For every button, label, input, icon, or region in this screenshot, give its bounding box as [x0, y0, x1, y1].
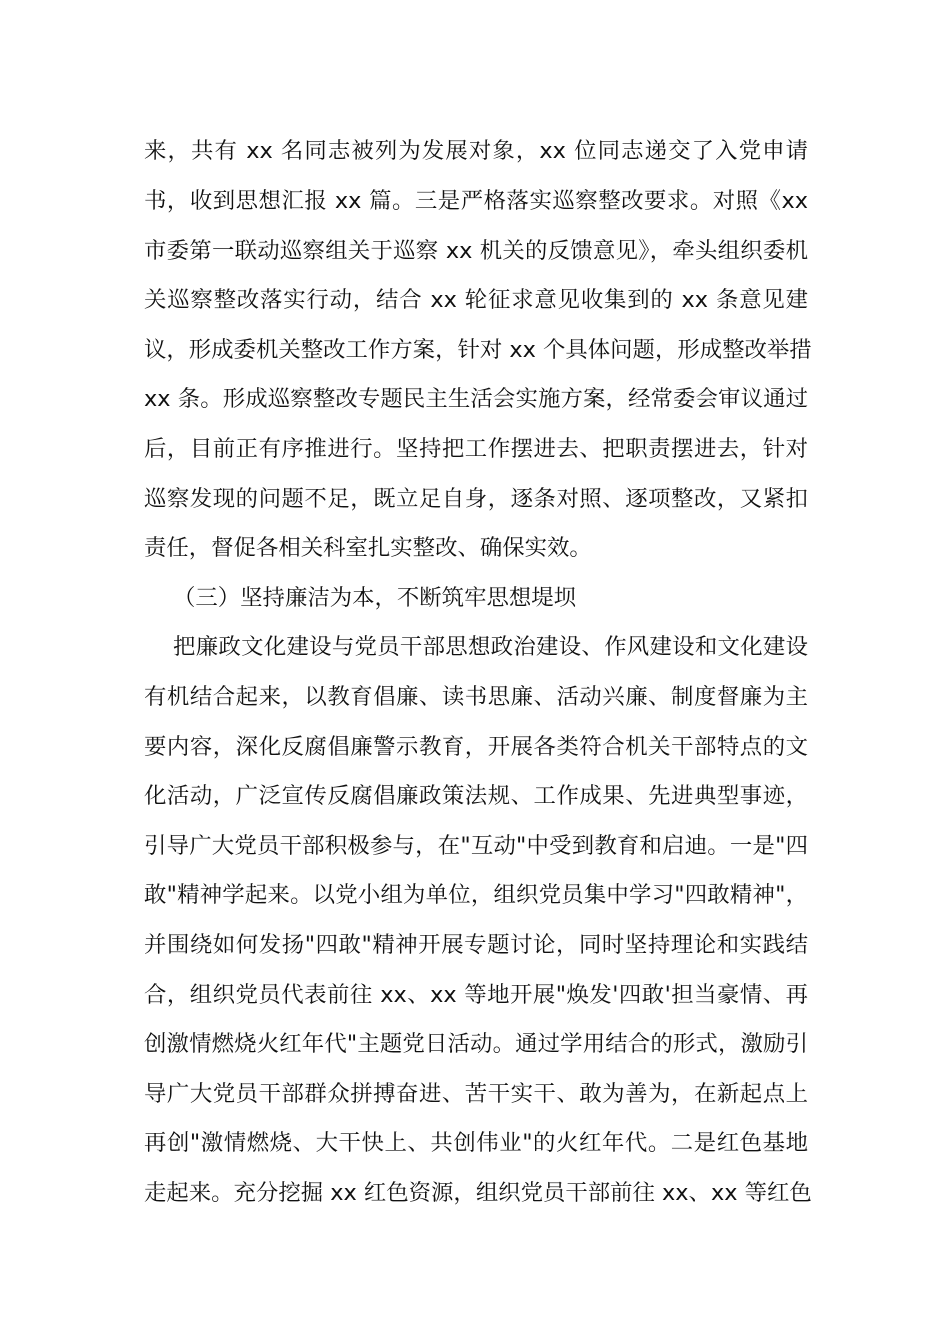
text-line: 敢"精神学起来。以党小组为单位，组织党员集中学习"四敢精神"，: [144, 882, 808, 908]
text-line: 责任，督促各相关科室扎实整改、确保实效。: [144, 535, 592, 561]
text-line: 市委第一联动巡察组关于巡察 xx 机关的反馈意见》，牵头组织委机: [144, 238, 808, 264]
text-line: 书，收到思想汇报 xx 篇。三是严格落实巡察整改要求。对照《xx: [144, 188, 808, 214]
text-line: 关巡察整改落实行动，结合 xx 轮征求意见收集到的 xx 条意见建: [144, 287, 808, 313]
text-line: 巡察发现的问题不足，既立足自身，逐条对照、逐项整改，又紧扣: [144, 486, 808, 512]
text-line: 来，共有 xx 名同志被列为发展对象，xx 位同志递交了入党申请: [144, 138, 808, 164]
text-line: 引导广大党员干部积极参与，在"互动"中受到教育和启迪。一是"四: [144, 833, 808, 859]
text-line: 合，组织党员代表前往 xx、xx 等地开展"焕发'四敢'担当豪情、再: [144, 982, 808, 1008]
section-heading: （三）坚持廉洁为本，不断筑牢思想堤坝: [173, 585, 577, 611]
text-line: 议，形成委机关整改工作方案，针对 xx 个具体问题，形成整改举措: [144, 337, 812, 363]
text-line: 后，目前正有序推进行。坚持把工作摆进去、把职责摆进去，针对: [144, 436, 808, 462]
text-line: 有机结合起来，以教育倡廉、读书思廉、活动兴廉、制度督廉为主: [144, 684, 808, 710]
text-line: 要内容，深化反腐倡廉警示教育，开展各类符合机关干部特点的文: [144, 734, 808, 760]
text-line: 化活动，广泛宣传反腐倡廉政策法规、工作成果、先进典型事迹，: [144, 783, 808, 809]
text-line: 再创"激情燃烧、大干快上、共创伟业"的火红年代。二是红色基地: [144, 1130, 808, 1156]
text-line: 并围绕如何发扬"四敢"精神开展专题讨论，同时坚持理论和实践结: [144, 932, 808, 958]
text-line: 导广大党员干部群众拼搏奋进、苦干实干、敢为善为，在新起点上: [144, 1081, 808, 1107]
text-line: 创激情燃烧火红年代"主题党日活动。通过学用结合的形式，激励引: [144, 1031, 808, 1057]
text-line: 把廉政文化建设与党员干部思想政治建设、作风建设和文化建设: [173, 634, 808, 660]
text-line: 走起来。充分挖掘 xx 红色资源，组织党员干部前往 xx、xx 等红色: [144, 1180, 812, 1206]
text-line: xx 条。形成巡察整改专题民主生活会实施方案，经常委会审议通过: [144, 386, 808, 412]
